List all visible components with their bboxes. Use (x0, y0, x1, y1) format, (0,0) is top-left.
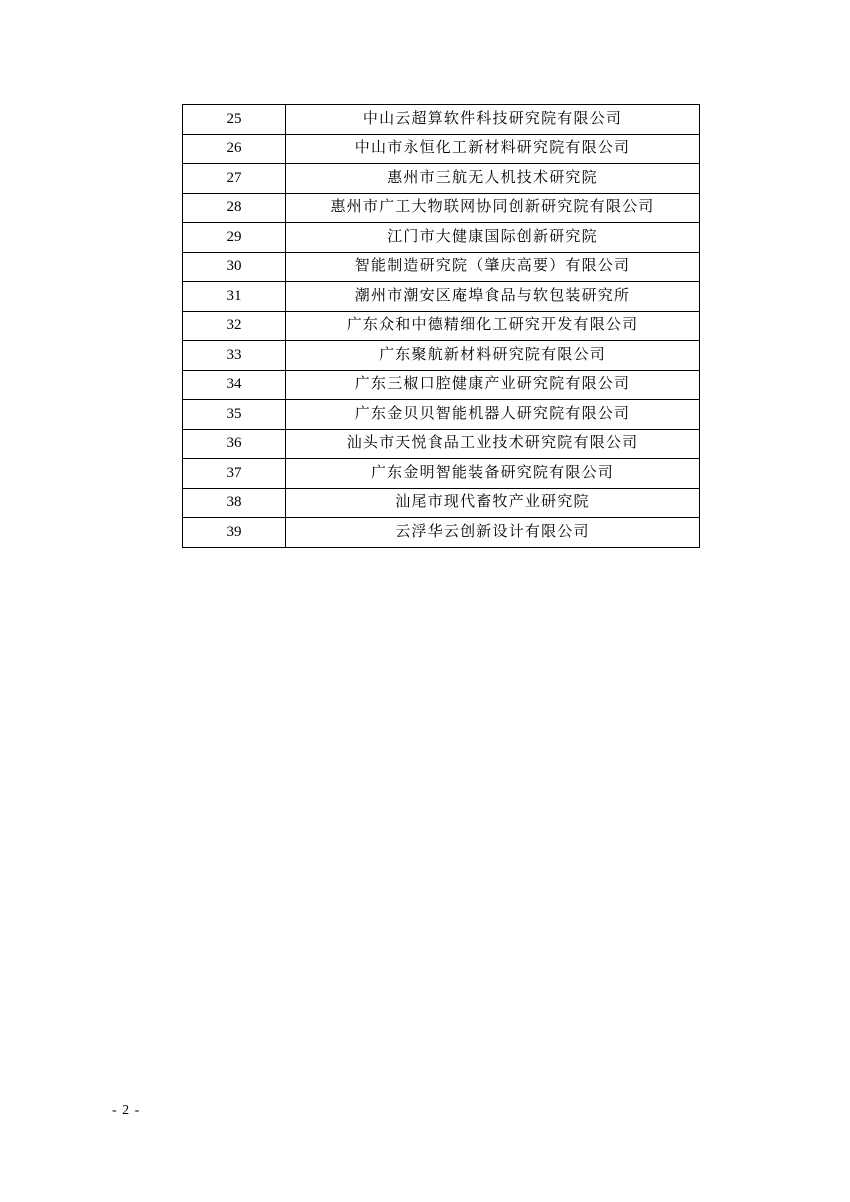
institute-name-cell: 智能制造研究院（肇庆高要）有限公司 (286, 252, 700, 282)
row-number-cell: 32 (183, 311, 286, 341)
institute-name-cell: 广东金贝贝智能机器人研究院有限公司 (286, 400, 700, 430)
table-row (183, 400, 700, 430)
institute-name-cell: 汕头市天悦食品工业技术研究院有限公司 (286, 429, 700, 459)
table-row (183, 488, 700, 518)
table-row (183, 252, 700, 282)
table-row (183, 341, 700, 371)
institute-name-cell: 广东聚航新材料研究院有限公司 (286, 341, 700, 371)
institute-name-cell: 广东三椒口腔健康产业研究院有限公司 (286, 370, 700, 400)
row-number-cell: 36 (183, 429, 286, 459)
row-number-cell: 30 (183, 252, 286, 282)
institute-name-cell: 惠州市广工大物联网协同创新研究院有限公司 (286, 193, 700, 223)
row-number-cell: 27 (183, 164, 286, 194)
row-number-cell: 34 (183, 370, 286, 400)
row-number-cell: 25 (183, 105, 286, 135)
table-row (183, 429, 700, 459)
row-number-cell: 26 (183, 134, 286, 164)
institute-name-cell: 中山云超算软件科技研究院有限公司 (286, 105, 700, 135)
row-number-cell: 38 (183, 488, 286, 518)
institute-name-cell: 潮州市潮安区庵埠食品与软包装研究所 (286, 282, 700, 312)
table-row (183, 459, 700, 489)
table-row (183, 311, 700, 341)
table-row (183, 370, 700, 400)
row-number-cell: 28 (183, 193, 286, 223)
table-row (183, 164, 700, 194)
institutes-table (182, 104, 700, 548)
institute-name-cell: 惠州市三航无人机技术研究院 (286, 164, 700, 194)
table-row (183, 282, 700, 312)
table-row (183, 193, 700, 223)
table-row (183, 518, 700, 548)
row-number-cell: 31 (183, 282, 286, 312)
institute-name-cell: 广东众和中德精细化工研究开发有限公司 (286, 311, 700, 341)
institute-name-cell: 中山市永恒化工新材料研究院有限公司 (286, 134, 700, 164)
institute-name-cell: 江门市大健康国际创新研究院 (286, 223, 700, 253)
institute-name-cell: 汕尾市现代畜牧产业研究院 (286, 488, 700, 518)
row-number-cell: 39 (183, 518, 286, 548)
institute-name-cell: 云浮华云创新设计有限公司 (286, 518, 700, 548)
table-row (183, 134, 700, 164)
table-row (183, 105, 700, 135)
row-number-cell: 33 (183, 341, 286, 371)
page-number: - 2 - (112, 1103, 141, 1118)
table-body (183, 105, 700, 548)
row-number-cell: 29 (183, 223, 286, 253)
row-number-cell: 35 (183, 400, 286, 430)
table-row (183, 223, 700, 253)
institute-name-cell: 广东金明智能装备研究院有限公司 (286, 459, 700, 489)
row-number-cell: 37 (183, 459, 286, 489)
